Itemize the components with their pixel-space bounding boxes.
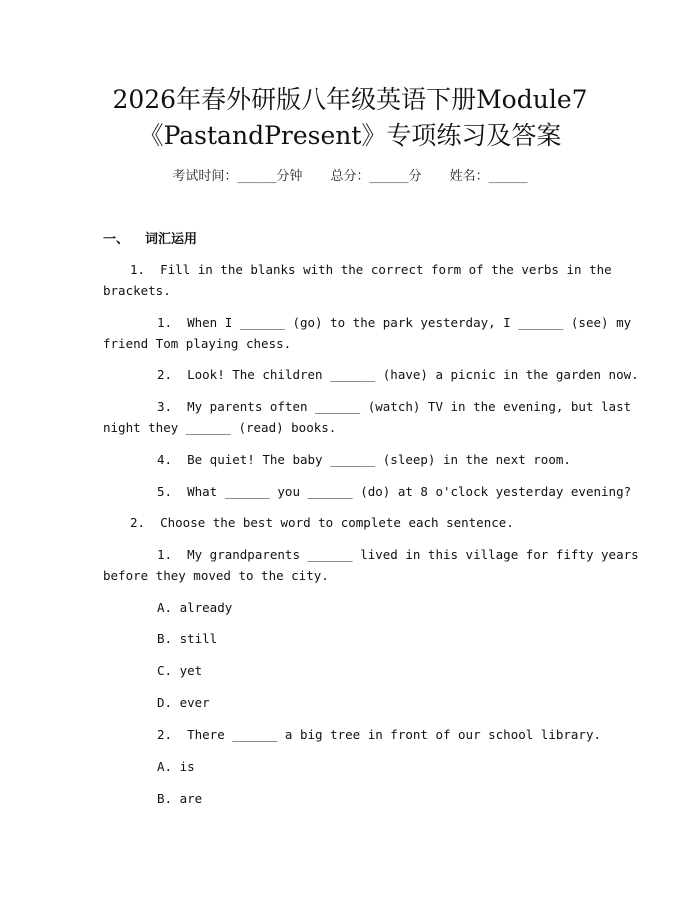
document-title-line-2: 《PastandPresent》专项练习及答案 [138,121,562,150]
exam-info-row [0,166,700,188]
document-title-line-1: 2026年春外研版八年级英语下册Module7 [112,85,588,114]
student-name-field: 姓名：______ [449,169,528,184]
q2-item-1-option-a: A. already [157,600,233,615]
q1-item-4: 4. Be quiet! The baby ______ (sleep) in the next room. [157,452,571,467]
q2-item-1-option-c: C. yet [157,663,203,678]
q1-item-1-cont: friend Tom playing chess. [103,336,292,351]
q1-item-5: 5. What ______ you ______ (do) at 8 o'clock yesterday evening? [157,484,632,499]
q1-item-3-cont: night they ______ (read) books. [103,420,337,435]
total-score-field: 总分：______分 [330,169,422,184]
q2-item-1-cont: before they moved to the city. [103,568,329,583]
q1-item-1: 1. When I ______ (go) to the park yesterday, I ______ (see) my [157,315,632,330]
section-number: 一、 [103,232,130,247]
section-heading [103,229,197,251]
question-1-instruction-cont: brackets. [103,283,171,298]
section-title: 词汇运用 [145,232,198,247]
q2-item-2-option-a: A. is [157,759,195,774]
q1-item-3: 3. My parents often ______ (watch) TV in the evening, but last [157,399,632,414]
q2-item-2: 2. There ______ a big tree in front of our school library. [157,727,602,742]
q2-item-1: 1. My grandparents ______ lived in this village for fifty years [157,547,639,562]
q2-item-2-option-b: B. are [157,791,203,806]
exam-time-field: 考试时间：______分钟 [172,169,303,184]
q2-item-1-option-b: B. still [157,631,218,646]
question-1-instruction: 1. Fill in the blanks with the correct form of the verbs in the [130,262,612,277]
q1-item-2: 2. Look! The children ______ (have) a picnic in the garden now. [157,367,639,382]
question-2-instruction: 2. Choose the best word to complete each sentence. [130,515,514,530]
q2-item-1-option-d: D. ever [157,695,210,710]
